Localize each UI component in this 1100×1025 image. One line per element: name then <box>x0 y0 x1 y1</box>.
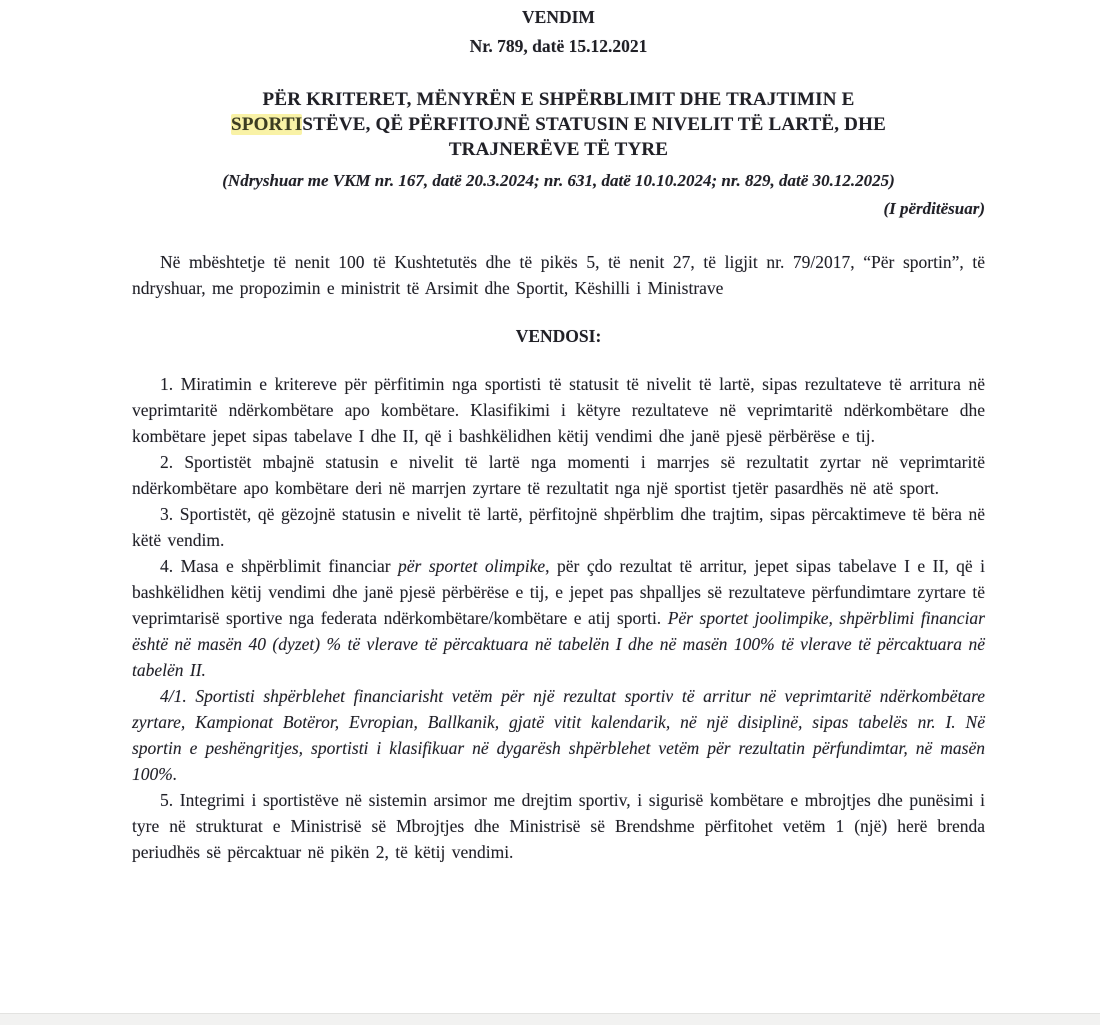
doc-title <box>132 87 985 162</box>
paragraph <box>132 449 985 501</box>
doc-title-line1: PËR KRITERET, MËNYRËN E SHPËRBLIMIT DHE TRAJTIMIN E <box>262 89 855 110</box>
paragraph <box>132 553 985 683</box>
paragraph-run-italic: Për sportet joolimpike, shpërblimi financiar është në masën 40 (dyzet) % të vlerave të përcaktuara në tabelën I dhe në masën 100% të vlerave të përcaktuara në tabelën II. <box>132 608 985 680</box>
paragraph-run: 1. Miratimin e kritereve për përfitimin nga sportisti të statusit të nivelit të lartë, sipas rezultateve të arritura në veprimtaritë ndërkombëtare apo kombëtare. Klasifikimi i këtyre rezultateve në veprimtaritë ndërkombëtare dhe kombëtare jepet sipas tabelave I dhe II, që i bashkëlidhen këtij vendimi dhe janë pjesë përbërëse e tij. <box>132 374 985 446</box>
paragraph <box>132 683 985 787</box>
paragraph <box>132 787 985 865</box>
doc-title-line2-rest: STËVE, QË PËRFITOJNË STATUSIN E NIVELIT TË LARTË, DHE <box>302 114 886 135</box>
decision-heading: VENDOSI: <box>515 326 602 346</box>
paragraph-run: 5. Integrimi i sportistëve në sistemin arsimor me drejtim sportiv, i sigurisë kombëtare e mbrojtjes dhe punësimi i tyre në strukturat e Ministrisë së Mbrojtjes dhe Ministrisë së Brendshme përfitohet vetëm 1 (një) herë brenda periudhës së përcaktuar në pikën 2, të këtij vendimi. <box>132 790 985 862</box>
highlighted-search-term: SPORTI <box>231 114 303 135</box>
preamble: Në mbështetje të nenit 100 të Kushtetutës dhe të pikës 5, të nenit 27, të ligjit nr. 79/2017, “Për sportin”, të ndryshuar, me propozimin e ministrit të Arsimit dhe Sportit, Këshilli i Ministrave <box>132 252 985 298</box>
amendment-note: (Ndryshuar me VKM nr. 167, datë 20.3.2024; nr. 631, datë 10.10.2024; nr. 829, datë 30.12.2025) <box>222 171 895 190</box>
doc-number-heading: Nr. 789, datë 15.12.2021 <box>469 36 648 56</box>
paragraph-run: 3. Sportistët, që gëzojnë statusin e nivelit të lartë, përfitojnë shpërblim dhe trajtim, sipas përcaktimeve të bëra në këtë vendim. <box>132 504 985 550</box>
paragraph-run: 4. Masa e shpërblimit financiar <box>160 556 399 576</box>
bottom-edge-strip <box>0 1013 1100 1025</box>
paragraph-run: , për çdo rezultat të arritur, jepet sipas tabelave I e II, që i bashkëlidhen këtij vendimi dhe janë pjesë përbërëse e tij, e jepet pas shpalljes së rezultateve përfundimtare zyrtare të veprimtarisë sportive nga federata ndërkombëtare/kombëtare e atij sporti. <box>132 556 986 628</box>
paragraph <box>132 501 985 553</box>
paragraph-run-italic: 4/1. Sportisti shpërblehet financiarisht vetëm për një rezultat sportiv të arritur në veprimtaritë ndërkombëtare zyrtare, Kampionat Botëror, Evropian, Ballkanik, gjatë vitit kalendarik, në një disiplinë, sipas tabelës nr. I. Në sportin e peshëngritjes, sportisti i klasifikuar në dygarësh shpërblehet vetëm për rezultatin përfundimtar, në masën 100%. <box>132 686 985 784</box>
paragraph-run-italic: për sportet olimpike <box>398 556 546 576</box>
updated-note: (I përditësuar) <box>883 199 985 218</box>
paragraph-run: 2. Sportistët mbajnë statusin e nivelit të lartë nga momenti i marrjes së rezultatit zyrtar në veprimtaritë ndërkombëtare apo kombëtare deri në marrjen zyrtare të rezultatit nga një sportist tjetër pasardhës në atë sport. <box>132 452 985 498</box>
doc-title-line3: TRAJNERËVE TË TYRE <box>448 139 669 160</box>
body-paragraphs <box>132 371 985 865</box>
paragraph <box>132 371 985 449</box>
doc-type-heading: VENDIM <box>522 7 595 27</box>
